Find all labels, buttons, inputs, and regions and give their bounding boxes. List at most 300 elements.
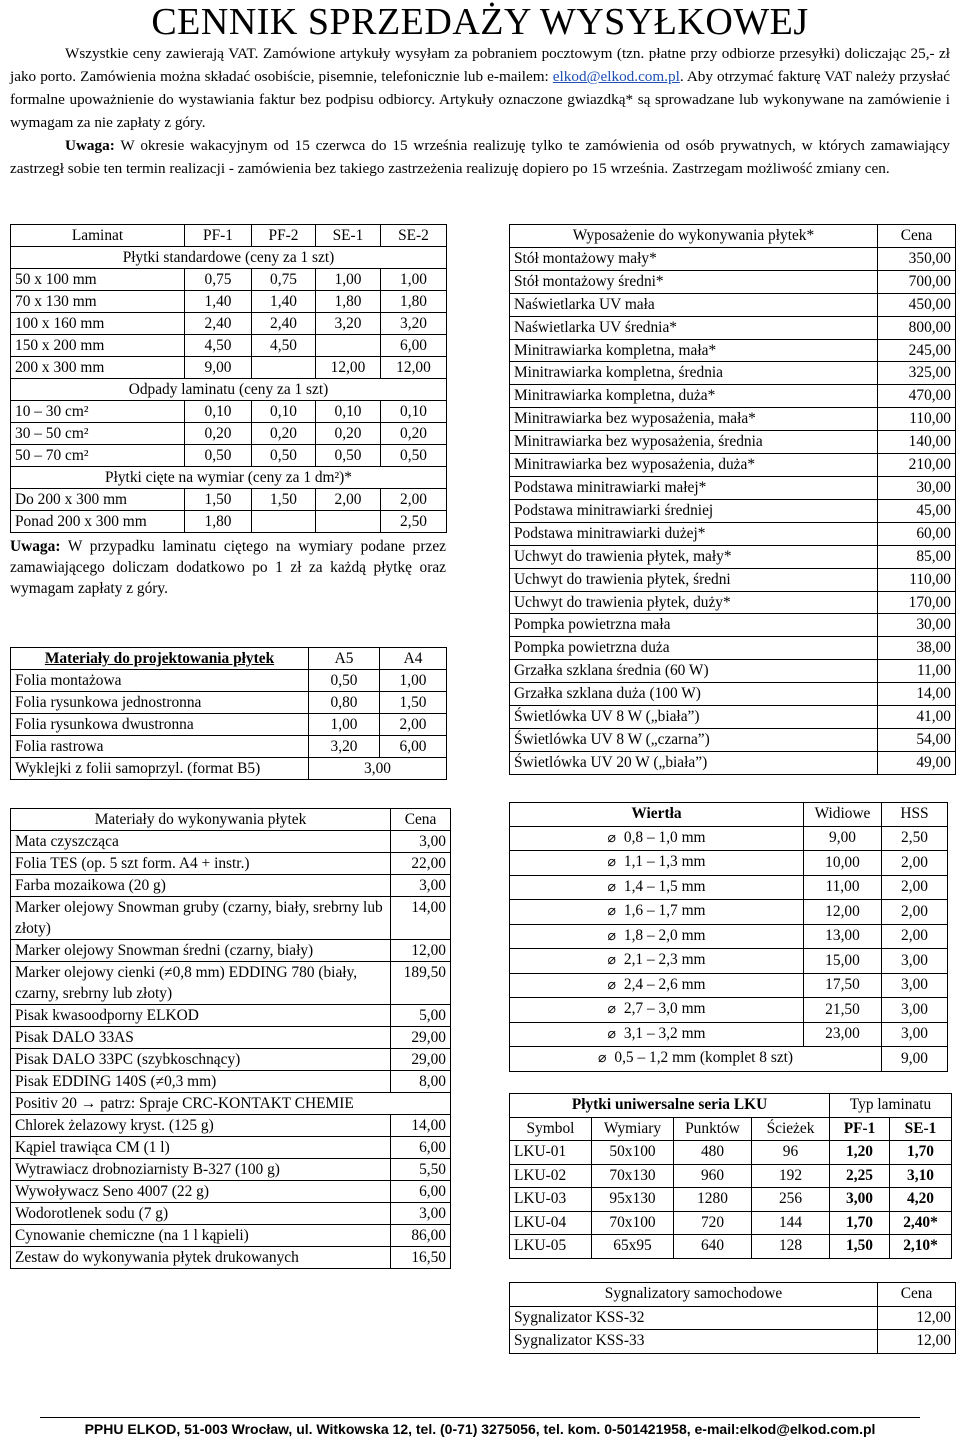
item-cell: Minitrawiarka bez wyposażenia, średnia [510, 431, 878, 454]
price-cell: 2,10* [890, 1235, 952, 1259]
price-cell: 350,00 [878, 247, 956, 270]
table-row [11, 1005, 451, 1027]
table-row [510, 316, 956, 339]
price-cell: 2,00 [882, 851, 948, 876]
price-cell: 3,00 [882, 973, 948, 998]
table-row [11, 1203, 451, 1225]
item-cell: Pisak EDDING 140S (≠0,3 mm) [11, 1071, 391, 1093]
price-cell: 2,00 [882, 900, 948, 925]
price-cell: 189,50 [391, 962, 451, 1005]
column-header: HSS [882, 803, 948, 827]
price-cell: 14,00 [391, 1115, 451, 1137]
price-cell: 3,00 [882, 998, 948, 1023]
item-cell: Uchwyt do trawienia płytek, średni [510, 568, 878, 591]
intro-paragraph-2 [10, 134, 950, 180]
table-row [510, 1188, 952, 1212]
projekt-table [10, 647, 447, 780]
table-row [11, 511, 447, 533]
price-cell: 12,00 [878, 1330, 956, 1354]
price-cell: 0,20 [316, 423, 381, 445]
column-header: Materiały do wykonywania płytek [11, 809, 391, 831]
positiv-cell: Positiv 20 → patrz: Spraje CRC-KONTAKT CHEMIE [11, 1093, 451, 1115]
price-cell: 700,00 [878, 270, 956, 293]
price-cell: 8,00 [391, 1071, 451, 1093]
size-cell: Do 200 x 300 mm [11, 489, 185, 511]
diameter-icon: ⌀ [607, 953, 616, 968]
item-cell: Świetlówka UV 8 W („czarna”) [510, 728, 878, 751]
item-cell: Sygnalizator KSS-32 [510, 1306, 878, 1330]
table-row [510, 270, 956, 293]
price-cell: 140,00 [878, 431, 956, 454]
table-row [510, 247, 956, 270]
drill-cell [510, 973, 804, 998]
drill-size: 1,4 – 1,5 mm [623, 877, 706, 895]
price-cell: 38,00 [878, 637, 956, 660]
value-cell: 96 [752, 1141, 830, 1165]
size-cell: 100 x 160 mm [11, 313, 185, 335]
value-cell: 720 [674, 1211, 752, 1235]
item-cell: Chlorek żelazowy kryst. (125 g) [11, 1115, 391, 1137]
section-header: Odpady laminatu (ceny za 1 szt) [11, 379, 447, 401]
price-cell [252, 357, 316, 379]
column-header: Laminat [11, 225, 185, 247]
price-cell: 2,00 [882, 924, 948, 949]
column-header: SE-1 [316, 225, 381, 247]
drill-size: 1,6 – 1,7 mm [623, 902, 706, 919]
column-header: A4 [380, 648, 447, 670]
size-cell: 150 x 200 mm [11, 335, 185, 357]
column-header: Sygnalizatory samochodowe [510, 1283, 878, 1307]
column-header: PF-2 [252, 225, 316, 247]
item-cell: Pisak kwasoodporny ELKOD [11, 1005, 391, 1027]
wykonanie-block [10, 808, 450, 1269]
item-cell: Sygnalizator KSS-33 [510, 1330, 878, 1354]
item-cell: Marker olejowy Snowman gruby (czarny, biały, srebrny lub złoty) [11, 897, 391, 940]
table-row [11, 758, 447, 780]
value-cell: 256 [752, 1188, 830, 1212]
price-cell: 1,70 [890, 1141, 952, 1165]
price-cell: 110,00 [878, 568, 956, 591]
column-header: Symbol [510, 1117, 592, 1141]
price-cell: 45,00 [878, 499, 956, 522]
table-row [510, 339, 956, 362]
table-row [510, 362, 956, 385]
value-cell: 480 [674, 1141, 752, 1165]
wiertla-table [509, 802, 948, 1072]
lku-title: Płytki uniwersalne seria LKU [510, 1094, 830, 1118]
table-row [11, 1027, 451, 1049]
laminat-note-label: Uwaga: [10, 538, 61, 555]
price-cell: 41,00 [878, 706, 956, 729]
price-cell: 325,00 [878, 362, 956, 385]
table-row [510, 431, 956, 454]
table-row [11, 1071, 451, 1093]
table-row [510, 1211, 952, 1235]
table-row [11, 357, 447, 379]
price-cell: 11,00 [804, 875, 882, 900]
value-cell: LKU-02 [510, 1164, 592, 1188]
item-cell: Stół montażowy średni* [510, 270, 878, 293]
table-header-row [510, 1117, 952, 1141]
item-cell: Grzałka szklana średnia (60 W) [510, 660, 878, 683]
item-cell: Uchwyt do trawienia płytek, duży* [510, 591, 878, 614]
item-cell: Marker olejowy cienki (≠0,8 mm) EDDING 780 (biały, czarny, srebrny lub złoty) [11, 962, 391, 1005]
table-row [510, 1235, 952, 1259]
table-row [11, 291, 447, 313]
price-cell: 85,00 [878, 545, 956, 568]
size-cell: 10 – 30 cm² [11, 401, 185, 423]
price-cell: 3,10 [890, 1164, 952, 1188]
table-row [510, 614, 956, 637]
column-header: A5 [309, 648, 380, 670]
price-cell: 3,20 [316, 313, 381, 335]
price-cell: 3,00 [391, 1203, 451, 1225]
column-header: Cena [391, 809, 451, 831]
column-header: PF-1 [830, 1117, 890, 1141]
price-cell: 1,50 [252, 489, 316, 511]
item-cell: Pompka powietrzna duża [510, 637, 878, 660]
diameter-icon: ⌀ [607, 855, 616, 870]
price-cell: 14,00 [878, 683, 956, 706]
price-cell: 1,80 [185, 511, 252, 533]
table-row [510, 637, 956, 660]
table-row [510, 476, 956, 499]
price-cell: 2,50 [381, 511, 447, 533]
table-row [510, 949, 948, 974]
size-cell: Ponad 200 x 300 mm [11, 511, 185, 533]
price-cell: 21,50 [804, 998, 882, 1023]
drill-cell [510, 875, 804, 900]
price-cell: 1,00 [316, 269, 381, 291]
warning-label: Uwaga: [65, 137, 115, 154]
drill-cell [510, 924, 804, 949]
price-cell: 9,00 [804, 826, 882, 851]
price-cell: 14,00 [391, 897, 451, 940]
table-row [11, 962, 451, 1005]
item-cell: Uchwyt do trawienia płytek, mały* [510, 545, 878, 568]
table-row [510, 660, 956, 683]
drill-cell [510, 826, 804, 851]
table-row [11, 831, 451, 853]
diameter-icon: ⌀ [597, 1051, 607, 1066]
item-cell: Pompka powietrzna mała [510, 614, 878, 637]
table-row [11, 875, 451, 897]
price-cell: 0,10 [252, 401, 316, 423]
price-cell: 9,00 [882, 1047, 948, 1072]
price-cell: 6,00 [391, 1181, 451, 1203]
sygnalizatory-table [509, 1282, 956, 1354]
item-cell: Minitrawiarka bez wyposażenia, duża* [510, 454, 878, 477]
price-cell: 3,00 [882, 1022, 948, 1047]
value-cell: LKU-05 [510, 1235, 592, 1259]
drill-cell [510, 949, 804, 974]
drill-size: 0,5 – 1,2 mm (komplet 8 szt) [614, 1049, 794, 1066]
wykonanie-table [10, 808, 451, 1269]
item-cell: Wodorotlenek sodu (7 g) [11, 1203, 391, 1225]
table-row [11, 736, 447, 758]
table-row [11, 1115, 451, 1137]
price-cell: 0,75 [252, 269, 316, 291]
price-cell: 4,50 [185, 335, 252, 357]
table-row [11, 313, 447, 335]
table-row [11, 940, 451, 962]
price-cell: 3,00 [882, 949, 948, 974]
price-cell: 3,00 [391, 831, 451, 853]
table-row [11, 1093, 451, 1115]
price-cell: 10,00 [804, 851, 882, 876]
value-cell: LKU-03 [510, 1188, 592, 1212]
table-row [510, 683, 956, 706]
item-cell: Wywoływacz Seno 4007 (22 g) [11, 1181, 391, 1203]
column-header: Materiały do projektowania płytek [11, 648, 309, 670]
price-cell: 2,00 [882, 875, 948, 900]
table-row [11, 1049, 451, 1071]
item-cell: Kąpiel trawiąca CM (1 l) [11, 1137, 391, 1159]
drill-size: 2,1 – 2,3 mm [623, 951, 706, 968]
table-row [510, 385, 956, 408]
value-cell: 640 [674, 1235, 752, 1259]
item-cell: Minitrawiarka kompletna, mała* [510, 339, 878, 362]
table-row [510, 900, 948, 925]
table-header-row [11, 809, 451, 831]
warning-text: W okresie wakacyjnym od 15 czerwca do 15 września realizuję tylko te zamówienia od osób prywatnych, w których zamawiający zastrzegł sobie ten termin realizacji - zamówienia bez takiego zastrzeżenia realizuję dopiero po 15 września. Zastrzegam możliwość zmiany cen. [10, 137, 950, 177]
price-cell: 1,00 [380, 670, 447, 692]
price-cell: 54,00 [878, 728, 956, 751]
size-cell: 200 x 300 mm [11, 357, 185, 379]
table-header-row [11, 225, 447, 247]
email-link[interactable]: elkod@elkod.com.pl [552, 68, 680, 85]
page-title: CENNIK SPRZEDAŻY WYSYŁKOWEJ [151, 1, 809, 43]
price-cell: 1,00 [309, 714, 380, 736]
value-cell: 1280 [674, 1188, 752, 1212]
price-cell: 210,00 [878, 454, 956, 477]
price-cell: 12,00 [804, 900, 882, 925]
item-cell: Wytrawiacz drobnoziarnisty B-327 (100 g) [11, 1159, 391, 1181]
table-row [11, 445, 447, 467]
section-row [11, 467, 447, 489]
drill-size: 1,1 – 1,3 mm [623, 853, 706, 870]
price-cell: 29,00 [391, 1027, 451, 1049]
price-cell: 2,50 [882, 826, 948, 851]
price-cell: 0,50 [316, 445, 381, 467]
table-row [11, 670, 447, 692]
intro-text [10, 42, 950, 180]
item-cell: Folia TES (op. 5 szt form. A4 + instr.) [11, 853, 391, 875]
price-cell: 170,00 [878, 591, 956, 614]
item-cell: Wyklejki z folii samoprzyl. (format B5) [11, 758, 309, 780]
price-cell: 1,40 [185, 291, 252, 313]
table-header-row [510, 803, 948, 827]
table-row [11, 1181, 451, 1203]
drill-cell [510, 900, 804, 925]
price-cell: 15,00 [804, 949, 882, 974]
table-row [11, 335, 447, 357]
column-header: Cena [878, 225, 956, 248]
price-cell: 5,00 [391, 1005, 451, 1027]
table-row [510, 545, 956, 568]
price-cell: 3,00 [391, 875, 451, 897]
table-row [510, 293, 956, 316]
diameter-icon: ⌀ [607, 879, 616, 895]
item-cell: Minitrawiarka bez wyposażenia, mała* [510, 408, 878, 431]
price-cell: 0,50 [309, 670, 380, 692]
price-cell: 3,00 [830, 1188, 890, 1212]
price-cell: 60,00 [878, 522, 956, 545]
wiertla-block [509, 802, 947, 1072]
item-cell: Podstawa minitrawiarki małej* [510, 476, 878, 499]
price-cell: 2,40 [252, 313, 316, 335]
price-cell: 22,00 [391, 853, 451, 875]
size-cell: 50 x 100 mm [11, 269, 185, 291]
price-cell: 2,00 [381, 489, 447, 511]
drill-cell [510, 1022, 804, 1047]
item-cell: Stół montażowy mały* [510, 247, 878, 270]
price-cell: 0,20 [381, 423, 447, 445]
price-cell: 23,00 [804, 1022, 882, 1047]
price-cell: 12,00 [878, 1306, 956, 1330]
section-header: Płytki standardowe (ceny za 1 szt) [11, 247, 447, 269]
size-cell: 30 – 50 cm² [11, 423, 185, 445]
value-cell: 192 [752, 1164, 830, 1188]
price-cell: 0,10 [381, 401, 447, 423]
value-cell: 50x100 [592, 1141, 674, 1165]
price-cell: 0,10 [185, 401, 252, 423]
price-cell: 0,10 [316, 401, 381, 423]
section-header: Płytki cięte na wymiar (ceny za 1 dm²)* [11, 467, 447, 489]
item-cell: Podstawa minitrawiarki dużej* [510, 522, 878, 545]
table-row [510, 454, 956, 477]
table-row [510, 1047, 948, 1072]
table-row [510, 1022, 948, 1047]
table-row [11, 423, 447, 445]
price-cell: 13,00 [804, 924, 882, 949]
diameter-icon: ⌀ [607, 904, 616, 919]
price-cell: 1,20 [830, 1141, 890, 1165]
table-row [11, 897, 451, 940]
lku-table [509, 1093, 952, 1259]
laminat-block [10, 224, 446, 599]
price-cell: 0,50 [252, 445, 316, 467]
diameter-icon: ⌀ [607, 977, 616, 993]
table-row [510, 706, 956, 729]
table-row [11, 714, 447, 736]
column-header: Widiowe [804, 803, 882, 827]
item-cell: Naświetlarka UV mała [510, 293, 878, 316]
wyposazenie-table [509, 224, 956, 775]
value-cell: 128 [752, 1235, 830, 1259]
item-cell: Grzałka szklana duża (100 W) [510, 683, 878, 706]
price-cell: 0,50 [185, 445, 252, 467]
price-cell: 4,50 [252, 335, 316, 357]
footer: PPHU ELKOD, 51-003 Wrocław, ul. Witkowska 12, tel. (0-71) 3275056, tel. kom. 0-501421958, e-mail:elkod@elkod.com.pl [40, 1417, 920, 1437]
item-cell: Minitrawiarka kompletna, średnia [510, 362, 878, 385]
price-cell: 0,50 [381, 445, 447, 467]
column-header: Wyposażenie do wykonywania płytek* [510, 225, 878, 248]
item-cell: Farba mozaikowa (20 g) [11, 875, 391, 897]
price-cell: 9,00 [185, 357, 252, 379]
column-header: SE-1 [890, 1117, 952, 1141]
price-cell: 2,40* [890, 1211, 952, 1235]
price-cell: 1,80 [381, 291, 447, 313]
diameter-icon: ⌀ [607, 830, 616, 846]
price-cell: 1,50 [185, 489, 252, 511]
drill-cell [510, 851, 804, 876]
price-cell: 1,70 [830, 1211, 890, 1235]
price-cell [252, 511, 316, 533]
drill-cell [510, 1047, 882, 1072]
column-header: Wymiary [592, 1117, 674, 1141]
size-cell: 50 – 70 cm² [11, 445, 185, 467]
diameter-icon: ⌀ [607, 1002, 616, 1017]
item-cell: Folia montażowa [11, 670, 309, 692]
price-cell: 1,40 [252, 291, 316, 313]
price-cell: 16,50 [391, 1247, 451, 1269]
table-row [510, 1330, 956, 1354]
price-cell: 17,50 [804, 973, 882, 998]
table-row [510, 998, 948, 1023]
item-cell: Pisak DALO 33PC (szybkoschnący) [11, 1049, 391, 1071]
price-cell: 2,25 [830, 1164, 890, 1188]
item-cell: Świetlówka UV 8 W („biała”) [510, 706, 878, 729]
projekt-block [10, 647, 446, 780]
table-row [510, 1306, 956, 1330]
item-cell: Folia rysunkowa dwustronna [11, 714, 309, 736]
price-cell: 29,00 [391, 1049, 451, 1071]
item-cell: Minitrawiarka kompletna, duża* [510, 385, 878, 408]
drill-size: 1,8 – 2,0 mm [623, 926, 706, 944]
table-row [510, 1164, 952, 1188]
price-cell: 86,00 [391, 1225, 451, 1247]
table-header-row [11, 648, 447, 670]
lku-block [509, 1093, 951, 1259]
price-cell: 6,00 [391, 1137, 451, 1159]
price-cell: 30,00 [878, 614, 956, 637]
table-row [11, 853, 451, 875]
price-cell: 12,00 [316, 357, 381, 379]
price-cell: 1,50 [830, 1235, 890, 1259]
value-cell: 144 [752, 1211, 830, 1235]
price-cell: 0,20 [185, 423, 252, 445]
value-cell: 95x130 [592, 1188, 674, 1212]
table-row [510, 973, 948, 998]
item-cell: Naświetlarka UV średnia* [510, 316, 878, 339]
item-cell: Pisak DALO 33AS [11, 1027, 391, 1049]
laminat-note [10, 536, 446, 599]
value-cell: 70x130 [592, 1164, 674, 1188]
table-row [510, 522, 956, 545]
price-cell: 1,00 [381, 269, 447, 291]
intro-text-a: Wszystkie ceny zawierają VAT. Zamówione artykuły wysyłam za pobraniem pocztowym (tzn. płatne przy odbiorze przesyłki) doliczając 25,- zł jako porto. Zamówienia można składać osobiście, pisemnie, telefonicznie lub e-mailem: [10, 45, 950, 85]
price-cell: 800,00 [878, 316, 956, 339]
lku-typ: Typ laminatu [830, 1094, 952, 1118]
price-cell: 12,00 [391, 940, 451, 962]
table-row [510, 851, 948, 876]
price-cell: 49,00 [878, 751, 956, 774]
price-cell: 6,00 [380, 736, 447, 758]
table-row [510, 751, 956, 774]
value-cell: 960 [674, 1164, 752, 1188]
sygnalizatory-block [509, 1282, 955, 1354]
item-cell: Zestaw do wykonywania płytek drukowanych [11, 1247, 391, 1269]
price-cell: 2,00 [316, 489, 381, 511]
price-cell: 110,00 [878, 408, 956, 431]
table-row [510, 499, 956, 522]
laminat-table [10, 224, 447, 533]
price-cell [316, 511, 381, 533]
diameter-icon: ⌀ [607, 928, 616, 944]
price-cell: 245,00 [878, 339, 956, 362]
table-row [11, 269, 447, 291]
